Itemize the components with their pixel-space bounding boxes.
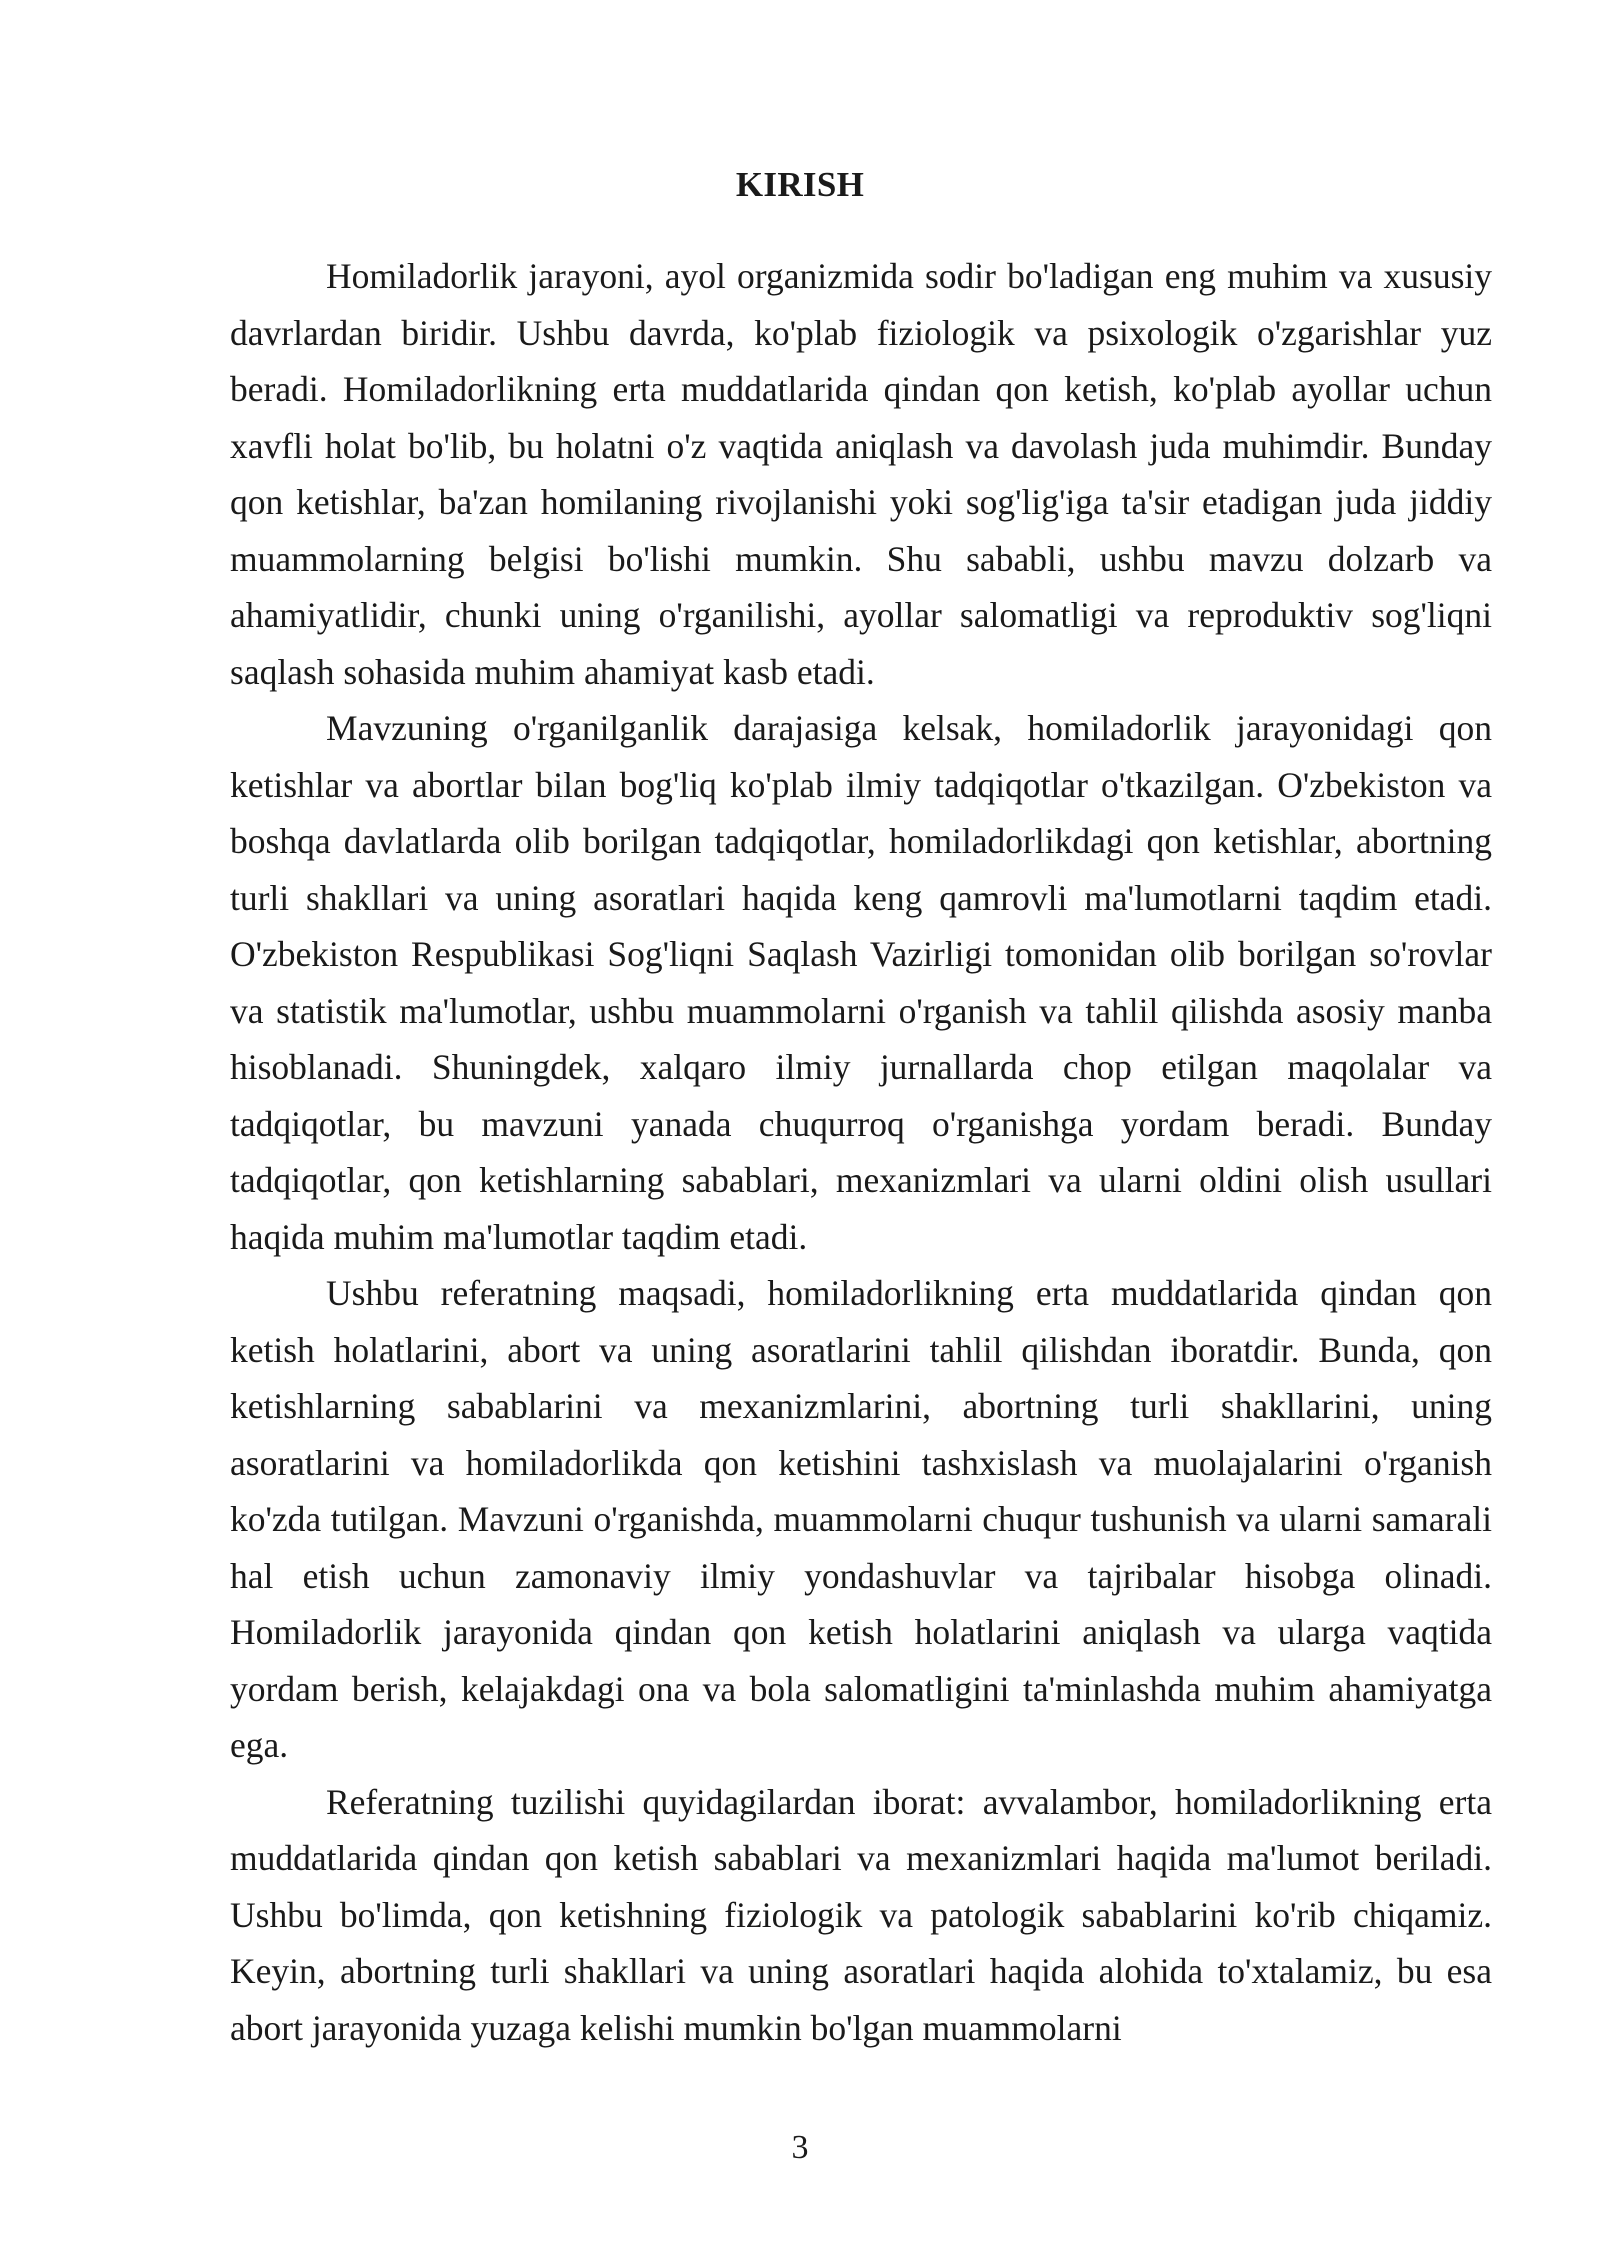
paragraph-3: Ushbu referatning maqsadi, homiladorlikning erta muddatlarida qindan qon ketish holatlarini, abort va uning asoratlarini tahlil qilishdan iboratdir. Bunda, qon ketishlarning sabablarini va mexanizmlarini, abortning turli shakllarini, uning asoratlarini va homiladorlikda qon ketishini tashxislash va muolajalarini o'rganish ko'zda tutilgan. Mavzuni o'rganishda, muammolarni chuqur tushunish va ularni samarali hal etish uchun zamonaviy ilmiy yondashuvlar va tajribalar hisobga olinadi. Homiladorlik jarayonida qindan qon ketish holatlarini aniqlash va ularga vaqtida yordam berish, kelajakdagi ona va bola salomatligini ta'minlashda muhim ahamiyatga ega. [230, 1273, 1492, 1765]
page-number: 3 [791, 2129, 809, 2166]
body-text [230, 248, 1492, 2056]
page-title: KIRISH [735, 165, 865, 204]
paragraph-2: Mavzuning o'rganilganlik darajasiga kelsak, homiladorlik jarayonidagi qon ketishlar va abortlar bilan bog'liq ko'plab ilmiy tadqiqotlar o'tkazilgan. O'zbekiston va boshqa davlatlarda olib borilgan tadqiqotlar, homiladorlikdagi qon ketishlar, abortning turli shakllari va uning asoratlari haqida keng qamrovli ma'lumotlarni taqdim etadi. O'zbekiston Respublikasi Sog'liqni Saqlash Vazirligi tomonidan olib borilgan so'rovlar va statistik ma'lumotlar, ushbu muammolarni o'rganish va tahlil qilishda asosiy manba hisoblanadi. Shuningdek, xalqaro ilmiy jurnallarda chop etilgan maqolalar va tadqiqotlar, bu mavzuni yanada chuqurroq o'rganishga yordam beradi. Bunday tadqiqotlar, qon ketishlarning sabablari, mexanizmlari va ularni oldini olish usullari haqida muhim ma'lumotlar taqdim etadi. [230, 708, 1492, 1257]
paragraph-4: Referatning tuzilishi quyidagilardan iborat: avvalambor, homiladorlikning erta muddatlarida qindan qon ketish sabablari va mexanizmlari haqida ma'lumot beriladi. Ushbu bo'limda, qon ketishning fiziologik va patologik sabablarini ko'rib chiqamiz. Keyin, abortning turli shakllari va uning asoratlari haqida alohida to'xtalamiz, bu esa abort jarayonida yuzaga kelishi mumkin bo'lgan muammolarni [230, 1781, 1492, 2048]
paragraph-1: Homiladorlik jarayoni, ayol organizmida sodir bo'ladigan eng muhim va xususiy davrlardan biridir. Ushbu davrda, ko'plab fiziologik va psixologik o'zgarishlar yuz beradi. Homiladorlikning erta muddatlarida qindan qon ketish, ko'plab ayollar uchun xavfli holat bo'lib, bu holatni o'z vaqtida aniqlash va davolash juda muhimdir. Bunday qon ketishlar, ba'zan homilaning rivojlanishi yoki sog'lig'iga ta'sir etadigan juda jiddiy muammolarning belgisi bo'lishi mumkin. Shu sababli, ushbu mavzu dolzarb va ahamiyatlidir, chunki uning o'rganilishi, ayollar salomatligi va reproduktiv sog'liqni saqlash sohasida muhim ahamiyat kasb etadi. [230, 256, 1492, 692]
